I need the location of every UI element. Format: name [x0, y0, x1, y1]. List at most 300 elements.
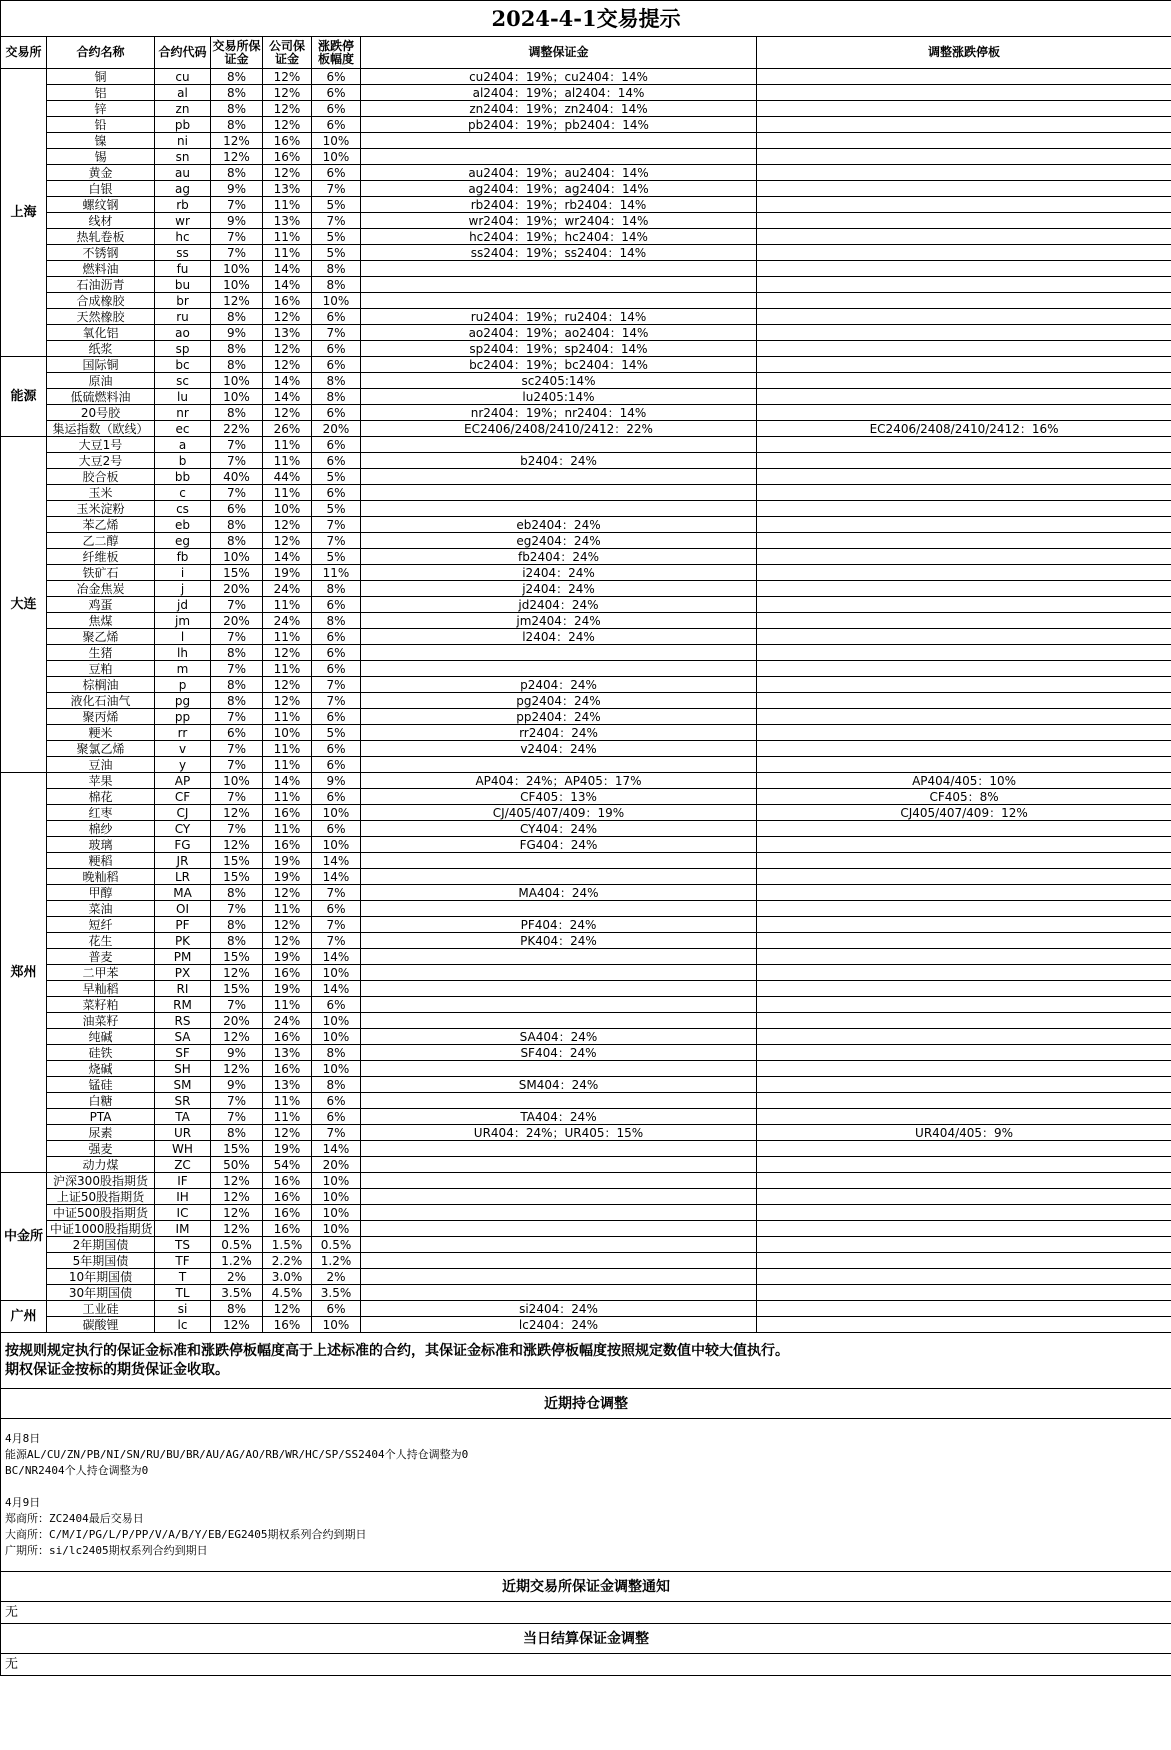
adjusted-margin-cell: pb2404：19%；pb2404：14%	[361, 117, 757, 133]
table-row	[1, 581, 1171, 597]
contract-code-cell: TL	[155, 1285, 211, 1301]
adjusted-limit-cell	[757, 277, 1171, 293]
table-row	[1, 981, 1171, 997]
adjusted-limit-cell	[757, 245, 1171, 261]
contract-name-cell: 聚丙烯	[47, 709, 155, 725]
exchange-margin-cell: 7%	[211, 901, 263, 917]
adjusted-limit-cell: AP404/405：10%	[757, 773, 1171, 789]
company-margin-cell: 13%	[263, 325, 312, 341]
exchange-margin-cell: 8%	[211, 933, 263, 949]
price-limit-cell: 10%	[312, 965, 361, 981]
contract-code-cell: al	[155, 85, 211, 101]
contract-name-cell: 天然橡胶	[47, 309, 155, 325]
company-margin-cell: 16%	[263, 1029, 312, 1045]
exchange-margin-cell: 15%	[211, 949, 263, 965]
price-limit-cell: 8%	[312, 1045, 361, 1061]
adjusted-limit-cell	[757, 693, 1171, 709]
company-margin-cell: 11%	[263, 597, 312, 613]
adjusted-limit-cell: CJ405/407/409：12%	[757, 805, 1171, 821]
company-margin-cell: 12%	[263, 357, 312, 373]
price-limit-cell: 6%	[312, 789, 361, 805]
contract-name-cell: 集运指数（欧线）	[47, 421, 155, 437]
price-limit-cell: 14%	[312, 949, 361, 965]
table-row	[1, 1013, 1171, 1029]
contract-code-cell: RM	[155, 997, 211, 1013]
adjusted-margin-cell	[361, 1141, 757, 1157]
exchange-margin-cell: 7%	[211, 709, 263, 725]
contract-code-cell: p	[155, 677, 211, 693]
adjusted-limit-cell	[757, 837, 1171, 853]
adjusted-limit-cell	[757, 981, 1171, 997]
adjusted-margin-cell	[361, 133, 757, 149]
adjusted-limit-cell	[757, 1029, 1171, 1045]
table-row	[1, 1093, 1171, 1109]
contract-code-cell: CY	[155, 821, 211, 837]
adjusted-margin-cell: au2404：19%；au2404：14%	[361, 165, 757, 181]
exchange-margin-cell: 12%	[211, 1205, 263, 1221]
company-margin-cell: 12%	[263, 1125, 312, 1141]
adjusted-margin-cell	[361, 437, 757, 453]
header-contract-code: 合约代码	[155, 37, 211, 69]
company-margin-cell: 11%	[263, 757, 312, 773]
contract-name-cell: 冶金焦炭	[47, 581, 155, 597]
price-limit-cell: 6%	[312, 1093, 361, 1109]
company-margin-cell: 1.5%	[263, 1237, 312, 1253]
contract-code-cell: UR	[155, 1125, 211, 1141]
price-limit-cell: 10%	[312, 1029, 361, 1045]
exchange-margin-cell: 7%	[211, 741, 263, 757]
company-margin-cell: 16%	[263, 837, 312, 853]
table-row	[1, 661, 1171, 677]
exchange-margin-cell: 10%	[211, 261, 263, 277]
table-row	[1, 229, 1171, 245]
contract-name-cell: 30年期国债	[47, 1285, 155, 1301]
adjusted-margin-cell: bc2404：19%；bc2404：14%	[361, 357, 757, 373]
price-limit-cell: 6%	[312, 741, 361, 757]
company-margin-cell: 10%	[263, 501, 312, 517]
adjusted-margin-cell	[361, 1205, 757, 1221]
exchange-margin-cell: 8%	[211, 309, 263, 325]
table-row	[1, 645, 1171, 661]
exchange-margin-cell: 8%	[211, 165, 263, 181]
adjusted-margin-cell	[361, 981, 757, 997]
adjusted-margin-cell: si2404：24%	[361, 1301, 757, 1317]
rules-note	[1, 1333, 1171, 1389]
exchange-margin-cell: 15%	[211, 981, 263, 997]
adjusted-limit-cell	[757, 85, 1171, 101]
table-row	[1, 709, 1171, 725]
exchange-margin-cell: 1.2%	[211, 1253, 263, 1269]
adjusted-limit-cell	[757, 101, 1171, 117]
adjusted-margin-cell: i2404：24%	[361, 565, 757, 581]
contract-name-cell: PTA	[47, 1109, 155, 1125]
adjusted-limit-cell	[757, 405, 1171, 421]
contract-name-cell: 10年期国债	[47, 1269, 155, 1285]
contract-code-cell: lh	[155, 645, 211, 661]
adjusted-margin-cell: jd2404：24%	[361, 597, 757, 613]
exchange-margin-cell: 12%	[211, 1173, 263, 1189]
company-margin-cell: 3.0%	[263, 1269, 312, 1285]
adjusted-limit-cell: UR404/405：9%	[757, 1125, 1171, 1141]
contract-name-cell: 普麦	[47, 949, 155, 965]
exchange-margin-cell: 7%	[211, 997, 263, 1013]
contract-code-cell: nr	[155, 405, 211, 421]
contract-name-cell: 燃料油	[47, 261, 155, 277]
contract-name-cell: 玻璃	[47, 837, 155, 853]
table-row	[1, 1285, 1171, 1301]
price-limit-cell: 10%	[312, 837, 361, 853]
company-margin-cell: 12%	[263, 933, 312, 949]
exchange-margin-cell: 9%	[211, 1077, 263, 1093]
company-margin-cell: 11%	[263, 1109, 312, 1125]
exchange-margin-cell: 7%	[211, 245, 263, 261]
table-row	[1, 757, 1171, 773]
contract-code-cell: b	[155, 453, 211, 469]
contract-name-cell: 花生	[47, 933, 155, 949]
exchange-margin-cell: 8%	[211, 645, 263, 661]
company-margin-cell: 19%	[263, 949, 312, 965]
exchange-margin-cell: 8%	[211, 517, 263, 533]
adjusted-limit-cell	[757, 565, 1171, 581]
contract-code-cell: PM	[155, 949, 211, 965]
contract-name-cell: 纤维板	[47, 549, 155, 565]
contract-code-cell: ru	[155, 309, 211, 325]
adjusted-limit-cell	[757, 309, 1171, 325]
adjusted-margin-cell: fb2404：24%	[361, 549, 757, 565]
adjusted-margin-cell	[361, 997, 757, 1013]
table-row	[1, 101, 1171, 117]
contract-name-cell: 低硫燃料油	[47, 389, 155, 405]
adjusted-margin-cell: PF404：24%	[361, 917, 757, 933]
contract-code-cell: IH	[155, 1189, 211, 1205]
adjusted-limit-cell	[757, 1237, 1171, 1253]
contract-code-cell: T	[155, 1269, 211, 1285]
contract-code-cell: bb	[155, 469, 211, 485]
contract-name-cell: 国际铜	[47, 357, 155, 373]
company-margin-cell: 11%	[263, 789, 312, 805]
adjusted-margin-cell: TA404：24%	[361, 1109, 757, 1125]
table-row	[1, 277, 1171, 293]
contract-code-cell: wr	[155, 213, 211, 229]
contract-code-cell: RS	[155, 1013, 211, 1029]
contract-code-cell: PF	[155, 917, 211, 933]
adjusted-limit-cell	[757, 181, 1171, 197]
table-row	[1, 1269, 1171, 1285]
price-limit-cell: 7%	[312, 933, 361, 949]
price-limit-cell: 6%	[312, 821, 361, 837]
price-limit-cell: 10%	[312, 133, 361, 149]
adjusted-limit-cell: CF405：8%	[757, 789, 1171, 805]
exchange-margin-cell: 8%	[211, 101, 263, 117]
contract-code-cell: bu	[155, 277, 211, 293]
adjusted-limit-cell	[757, 1141, 1171, 1157]
exchange-margin-cell: 12%	[211, 805, 263, 821]
adjusted-limit-cell	[757, 69, 1171, 85]
exchange-margin-cell: 7%	[211, 437, 263, 453]
contract-code-cell: eg	[155, 533, 211, 549]
rules-note-line-1: 按规则规定执行的保证金标准和涨跌停板幅度高于上述标准的合约，其保证金标准和涨跌停板幅度按照规定数值中较大值执行。	[5, 1342, 789, 1359]
exchange-margin-cell: 22%	[211, 421, 263, 437]
contract-code-cell: TS	[155, 1237, 211, 1253]
company-margin-cell: 11%	[263, 661, 312, 677]
exchange-cell: 能源	[1, 357, 47, 437]
contract-code-cell: SH	[155, 1061, 211, 1077]
company-margin-cell: 19%	[263, 869, 312, 885]
contract-code-cell: MA	[155, 885, 211, 901]
table-row	[1, 1109, 1171, 1125]
adjusted-limit-cell	[757, 373, 1171, 389]
adjusted-margin-cell	[361, 1189, 757, 1205]
exchange-margin-cell: 12%	[211, 837, 263, 853]
contract-name-cell: 晚籼稻	[47, 869, 155, 885]
adjusted-limit-cell: EC2406/2408/2410/2412：16%	[757, 421, 1171, 437]
company-margin-cell: 16%	[263, 1205, 312, 1221]
contract-code-cell: jd	[155, 597, 211, 613]
company-margin-cell: 44%	[263, 469, 312, 485]
price-limit-cell: 6%	[312, 485, 361, 501]
price-limit-cell: 6%	[312, 1109, 361, 1125]
contract-name-cell: 粳米	[47, 725, 155, 741]
exchange-margin-cell: 12%	[211, 1189, 263, 1205]
company-margin-cell: 12%	[263, 677, 312, 693]
contract-code-cell: cu	[155, 69, 211, 85]
contract-name-cell: 20号胶	[47, 405, 155, 421]
table-row	[1, 549, 1171, 565]
contract-code-cell: sc	[155, 373, 211, 389]
contract-code-cell: LR	[155, 869, 211, 885]
contract-code-cell: sn	[155, 149, 211, 165]
price-limit-cell: 6%	[312, 597, 361, 613]
adjusted-margin-cell	[361, 661, 757, 677]
adjusted-limit-cell	[757, 1077, 1171, 1093]
exchange-cell: 大连	[1, 437, 47, 773]
table-row	[1, 597, 1171, 613]
company-margin-cell: 13%	[263, 1045, 312, 1061]
price-limit-cell: 14%	[312, 981, 361, 997]
price-limit-cell: 7%	[312, 693, 361, 709]
table-row	[1, 565, 1171, 581]
price-limit-cell: 10%	[312, 1061, 361, 1077]
adjusted-margin-cell	[361, 949, 757, 965]
table-row	[1, 1205, 1171, 1221]
adjusted-margin-cell: nr2404：19%；nr2404：14%	[361, 405, 757, 421]
table-row	[1, 485, 1171, 501]
adjusted-limit-cell	[757, 581, 1171, 597]
company-margin-cell: 11%	[263, 1093, 312, 1109]
company-margin-cell: 16%	[263, 1173, 312, 1189]
table-row	[1, 1301, 1171, 1317]
exchange-cell: 中金所	[1, 1173, 47, 1301]
adjusted-margin-cell	[361, 1253, 757, 1269]
contract-name-cell: 不锈钢	[47, 245, 155, 261]
price-limit-cell: 6%	[312, 997, 361, 1013]
company-margin-cell: 10%	[263, 725, 312, 741]
table-row	[1, 293, 1171, 309]
price-limit-cell: 6%	[312, 85, 361, 101]
adjusted-limit-cell	[757, 597, 1171, 613]
contract-code-cell: CF	[155, 789, 211, 805]
exchange-margin-cell: 8%	[211, 885, 263, 901]
table-row	[1, 437, 1171, 453]
adjusted-margin-cell: SA404：24%	[361, 1029, 757, 1045]
exchange-margin-cell: 8%	[211, 341, 263, 357]
company-margin-cell: 12%	[263, 85, 312, 101]
price-limit-cell: 10%	[312, 805, 361, 821]
price-limit-cell: 7%	[312, 213, 361, 229]
price-limit-cell: 7%	[312, 1125, 361, 1141]
table-row	[1, 1253, 1171, 1269]
contract-code-cell: pb	[155, 117, 211, 133]
adjusted-limit-cell	[757, 437, 1171, 453]
table-row	[1, 725, 1171, 741]
contract-name-cell: 白银	[47, 181, 155, 197]
adjusted-margin-cell: al2404：19%；al2404：14%	[361, 85, 757, 101]
company-margin-cell: 12%	[263, 533, 312, 549]
price-limit-cell: 5%	[312, 549, 361, 565]
exchange-margin-cell: 10%	[211, 277, 263, 293]
price-limit-cell: 8%	[312, 613, 361, 629]
adjusted-margin-cell	[361, 293, 757, 309]
adjusted-margin-cell	[361, 757, 757, 773]
table-row	[1, 213, 1171, 229]
exchange-margin-cell: 9%	[211, 325, 263, 341]
exchange-margin-cell: 7%	[211, 789, 263, 805]
adjusted-limit-cell	[757, 341, 1171, 357]
adjusted-limit-cell	[757, 1301, 1171, 1317]
adjusted-margin-cell: j2404：24%	[361, 581, 757, 597]
price-limit-cell: 11%	[312, 565, 361, 581]
company-margin-cell: 14%	[263, 373, 312, 389]
adjusted-margin-cell: wr2404：19%；wr2404：14%	[361, 213, 757, 229]
exchange-margin-cell: 7%	[211, 597, 263, 613]
table-row	[1, 421, 1171, 437]
adjusted-limit-cell	[757, 1173, 1171, 1189]
price-limit-cell: 5%	[312, 469, 361, 485]
adjusted-margin-cell	[361, 645, 757, 661]
company-margin-cell: 12%	[263, 917, 312, 933]
price-limit-cell: 6%	[312, 309, 361, 325]
contract-code-cell: SR	[155, 1093, 211, 1109]
table-row	[1, 341, 1171, 357]
adjusted-limit-cell	[757, 677, 1171, 693]
table-row	[1, 373, 1171, 389]
table-row	[1, 869, 1171, 885]
adjusted-limit-cell	[757, 149, 1171, 165]
price-limit-cell: 6%	[312, 357, 361, 373]
contract-name-cell: 豆粕	[47, 661, 155, 677]
price-limit-cell: 2%	[312, 1269, 361, 1285]
contract-name-cell: 烧碱	[47, 1061, 155, 1077]
adjusted-margin-cell: MA404：24%	[361, 885, 757, 901]
company-margin-cell: 13%	[263, 181, 312, 197]
table-row	[1, 805, 1171, 821]
price-limit-cell: 6%	[312, 405, 361, 421]
price-limit-cell: 5%	[312, 197, 361, 213]
exchange-margin-cell: 7%	[211, 1109, 263, 1125]
company-margin-cell: 16%	[263, 965, 312, 981]
price-limit-cell: 8%	[312, 373, 361, 389]
company-margin-cell: 12%	[263, 693, 312, 709]
adjusted-margin-cell: l2404：24%	[361, 629, 757, 645]
price-limit-cell: 7%	[312, 517, 361, 533]
company-margin-cell: 19%	[263, 853, 312, 869]
company-margin-cell: 16%	[263, 293, 312, 309]
contract-name-cell: 尿素	[47, 1125, 155, 1141]
exchange-margin-cell: 15%	[211, 853, 263, 869]
price-limit-cell: 10%	[312, 149, 361, 165]
contract-name-cell: 强麦	[47, 1141, 155, 1157]
price-limit-cell: 7%	[312, 677, 361, 693]
contract-code-cell: bc	[155, 357, 211, 373]
contract-name-cell: 热轧卷板	[47, 229, 155, 245]
adjusted-margin-cell	[361, 277, 757, 293]
price-limit-cell: 7%	[312, 325, 361, 341]
adjusted-limit-cell	[757, 325, 1171, 341]
table-row	[1, 357, 1171, 373]
exchange-margin-cell: 12%	[211, 1061, 263, 1077]
contract-name-cell: 早籼稻	[47, 981, 155, 997]
company-margin-cell: 11%	[263, 229, 312, 245]
adjusted-margin-cell: PK404：24%	[361, 933, 757, 949]
contract-name-cell: 玉米	[47, 485, 155, 501]
contract-name-cell: 豆油	[47, 757, 155, 773]
contract-name-cell: 沪深300股指期货	[47, 1173, 155, 1189]
price-limit-cell: 6%	[312, 165, 361, 181]
adjusted-margin-cell	[361, 1221, 757, 1237]
company-margin-cell: 11%	[263, 629, 312, 645]
contract-name-cell: 锡	[47, 149, 155, 165]
company-margin-cell: 11%	[263, 437, 312, 453]
adjusted-limit-cell	[757, 357, 1171, 373]
adjusted-limit-cell	[757, 1157, 1171, 1173]
adjusted-margin-cell	[361, 1061, 757, 1077]
adjusted-limit-cell	[757, 117, 1171, 133]
contract-code-cell: jm	[155, 613, 211, 629]
table-row	[1, 405, 1171, 421]
contract-code-cell: v	[155, 741, 211, 757]
table-row	[1, 501, 1171, 517]
contract-code-cell: fu	[155, 261, 211, 277]
adjusted-margin-cell: cu2404：19%；cu2404：14%	[361, 69, 757, 85]
exchange-margin-cell: 7%	[211, 197, 263, 213]
table-row	[1, 885, 1171, 901]
adjusted-limit-cell	[757, 901, 1171, 917]
adjusted-margin-cell: ru2404：19%；ru2404：14%	[361, 309, 757, 325]
company-margin-cell: 14%	[263, 773, 312, 789]
adjusted-limit-cell	[757, 165, 1171, 181]
contract-code-cell: PK	[155, 933, 211, 949]
price-limit-cell: 6%	[312, 1301, 361, 1317]
table-row	[1, 1237, 1171, 1253]
adjusted-limit-cell	[757, 1093, 1171, 1109]
contract-code-cell: pp	[155, 709, 211, 725]
exchange-margin-cell: 12%	[211, 149, 263, 165]
position-line: 大商所：C/M/I/PG/L/P/PP/V/A/B/Y/EB/EG2405期权系列合约到期日	[5, 1528, 367, 1541]
adjusted-limit-cell	[757, 997, 1171, 1013]
exchange-margin-cell: 20%	[211, 581, 263, 597]
company-margin-cell: 12%	[263, 69, 312, 85]
exchange-margin-cell: 3.5%	[211, 1285, 263, 1301]
price-limit-cell: 5%	[312, 229, 361, 245]
contract-name-cell: 铝	[47, 85, 155, 101]
company-margin-cell: 54%	[263, 1157, 312, 1173]
adjusted-limit-cell	[757, 469, 1171, 485]
settlement-margin-heading: 当日结算保证金调整	[1, 1624, 1171, 1654]
exchange-margin-cell: 20%	[211, 613, 263, 629]
adjusted-limit-cell	[757, 293, 1171, 309]
contract-code-cell: zn	[155, 101, 211, 117]
position-line: 4月9日	[5, 1496, 41, 1509]
